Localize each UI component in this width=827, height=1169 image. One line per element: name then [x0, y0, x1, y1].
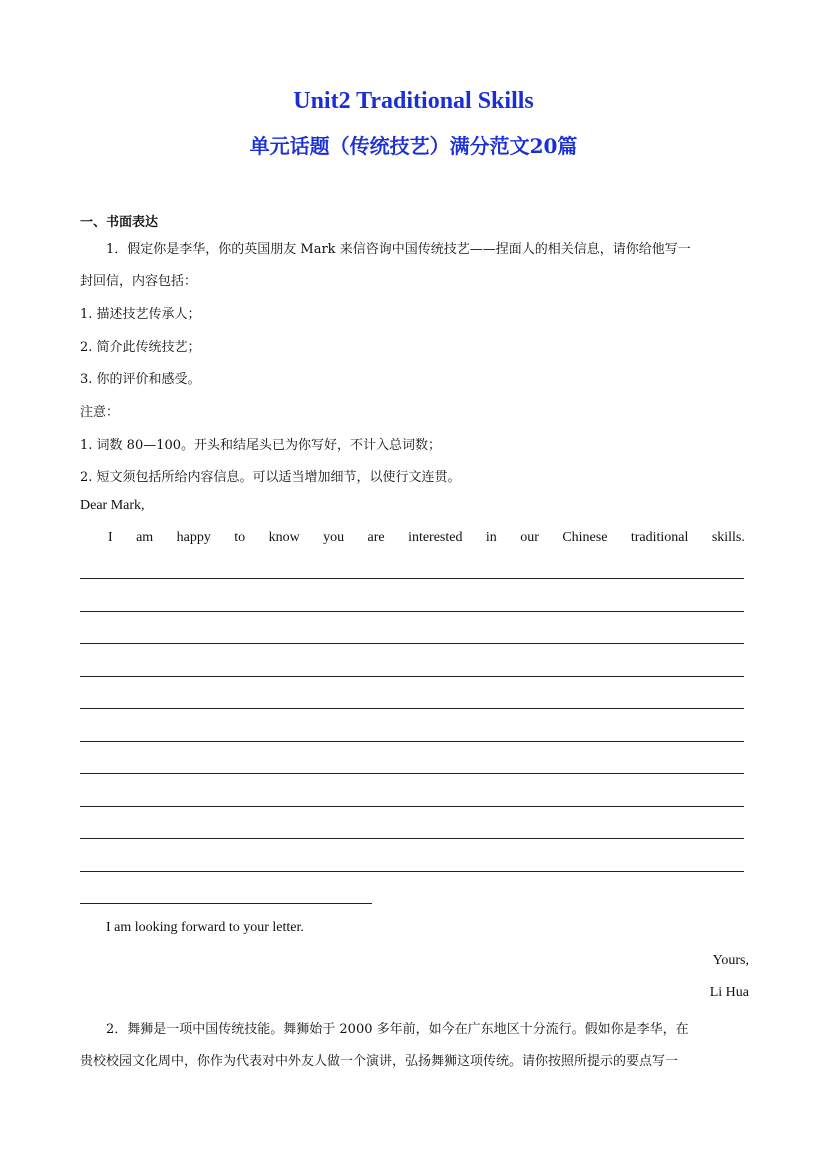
- letter-opening-line: [108, 530, 745, 546]
- writing-line[interactable]: [80, 741, 744, 742]
- writing-line[interactable]: [80, 806, 744, 807]
- q1-item-3: 3. 你的评价和感受。: [80, 372, 201, 387]
- document-title-en: Unit2 Traditional Skills: [293, 88, 534, 114]
- letter-signoff: Yours,: [712, 953, 749, 968]
- writing-line[interactable]: [80, 643, 744, 644]
- opening-word: our: [520, 530, 539, 545]
- writing-line[interactable]: [80, 708, 744, 709]
- opening-word: in: [485, 530, 497, 545]
- opening-word: interested: [408, 530, 463, 545]
- opening-word: happy: [176, 530, 211, 545]
- writing-line[interactable]: [80, 676, 744, 677]
- writing-line[interactable]: [80, 871, 744, 872]
- writing-line[interactable]: [80, 838, 744, 839]
- q1-prompt-line1: 1．假定你是李华，你的英国朋友 Mark 来信咨询中国传统技艺——捏面人的相关信息，请你给他写一: [106, 242, 691, 257]
- opening-word: know: [268, 530, 300, 545]
- q1-note-label: 注意：: [80, 405, 120, 420]
- writing-line[interactable]: [80, 578, 744, 579]
- writing-line[interactable]: [80, 611, 744, 612]
- opening-word: are: [367, 530, 385, 545]
- opening-word: Chinese: [562, 530, 608, 545]
- opening-word: I: [108, 530, 113, 545]
- q2-prompt-line1: 2．舞狮是一项中国传统技能。舞狮始于 2000 多年前，如今在广东地区十分流行。假如你是李华，在: [106, 1022, 689, 1037]
- opening-word: traditional: [630, 530, 689, 545]
- opening-word: to: [234, 530, 246, 545]
- letter-greeting: Dear Mark,: [80, 498, 145, 513]
- letter-closing: I am looking forward to your letter.: [106, 920, 304, 935]
- q1-note-2: 2. 短文须包括所给内容信息。可以适当增加细节，以使行文连贯。: [80, 470, 461, 485]
- writing-line-short[interactable]: [80, 903, 372, 904]
- q1-item-1: 1. 描述技艺传承人；: [80, 307, 201, 322]
- letter-signature: Li Hua: [709, 985, 749, 1000]
- section-heading: 一、书面表达: [80, 215, 159, 230]
- opening-word: am: [136, 530, 154, 545]
- q1-item-2: 2. 简介此传统技艺；: [80, 340, 201, 355]
- document-title-zh: 单元话题（传统技艺）满分范文20篇: [249, 134, 578, 158]
- q1-prompt-line2: 封回信，内容包括：: [80, 274, 198, 289]
- q2-prompt-line2: 贵校校园文化周中，你作为代表对中外友人做一个演讲，弘扬舞狮这项传统。请你按照所提示的要点写一: [80, 1054, 679, 1069]
- q1-note-1: 1. 词数 80—100。开头和结尾头已为你写好，不计入总词数；: [80, 438, 442, 453]
- writing-line[interactable]: [80, 773, 744, 774]
- opening-word: you: [323, 530, 345, 545]
- opening-word: skills.: [711, 530, 745, 545]
